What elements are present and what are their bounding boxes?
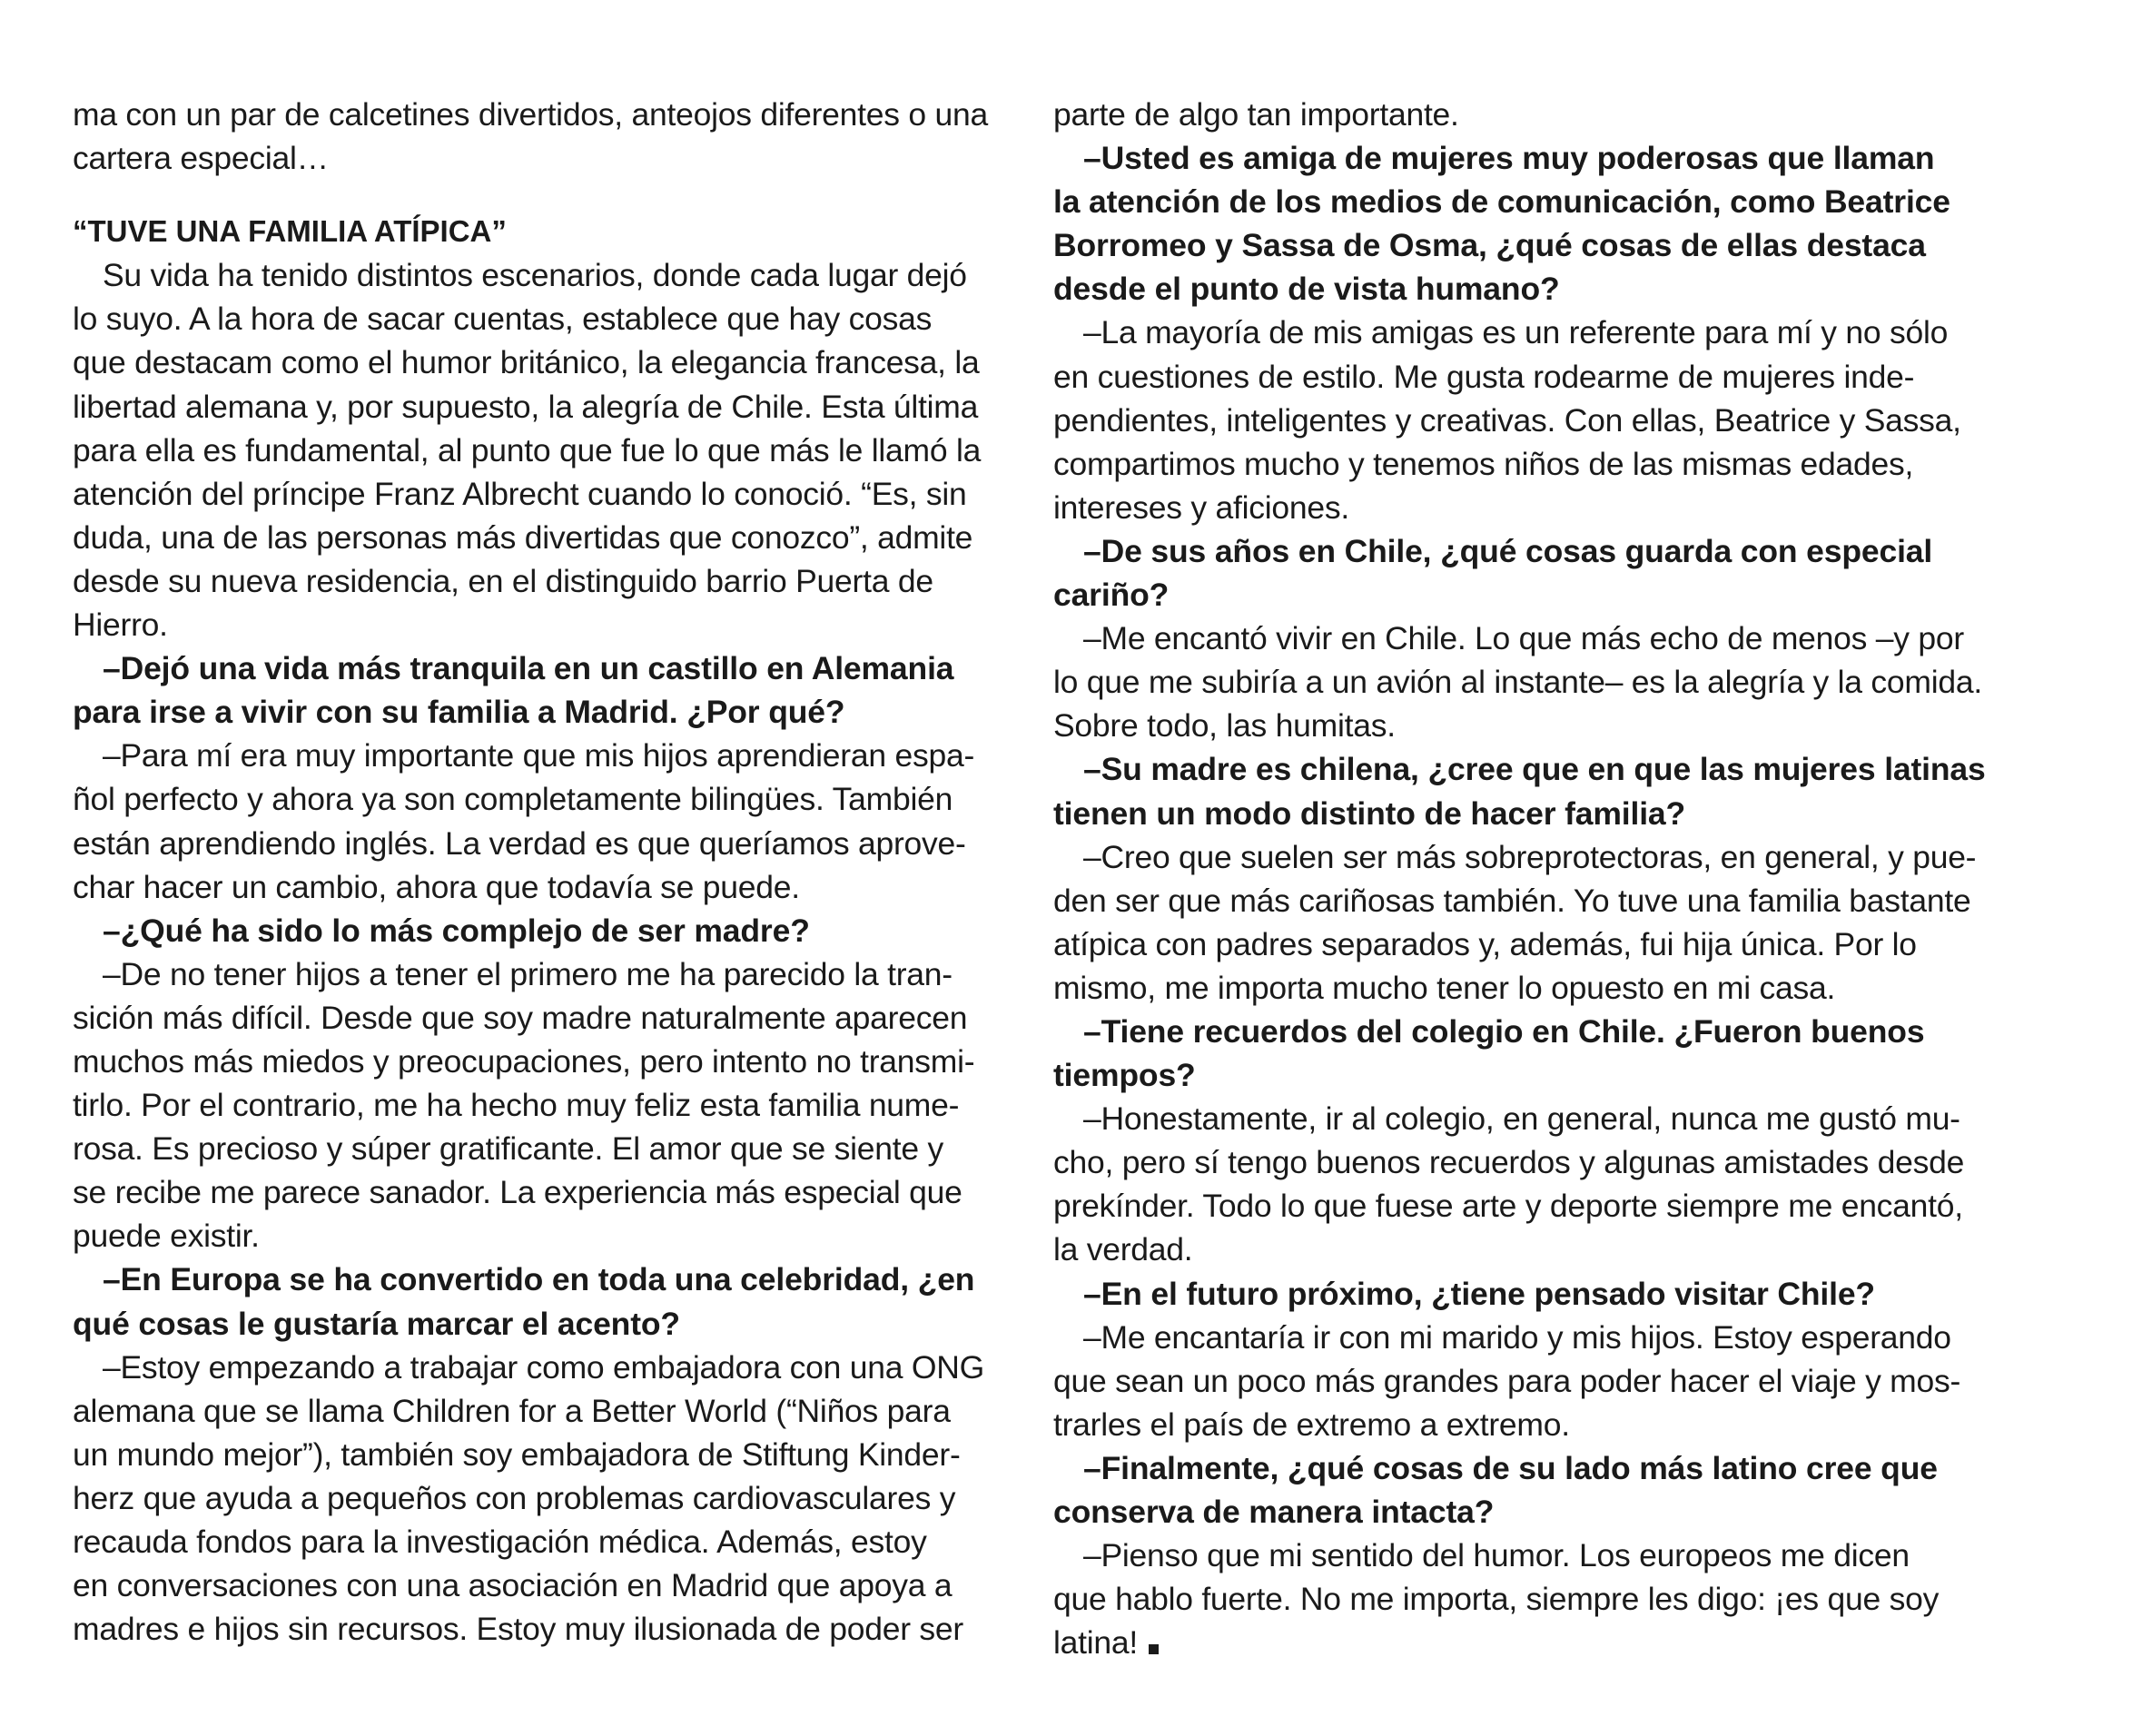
body-text-line: tirlo. Por el contrario, me ha hecho muy feliz esta familia nume- bbox=[73, 1087, 960, 1124]
question-line: –Su madre es chilena, ¿cree que en que las mujeres latinas bbox=[1083, 751, 1986, 788]
question-line: –En Europa se ha convertido en toda una celebridad, ¿en bbox=[103, 1261, 975, 1298]
body-text-line: prekínder. Todo lo que fuese arte y deporte siempre me encantó, bbox=[1053, 1188, 1963, 1225]
question-line: tiempos? bbox=[1053, 1057, 1196, 1094]
body-text-line: Sobre todo, las humitas. bbox=[1053, 707, 1396, 745]
body-text-line: atención del príncipe Franz Albrecht cuando lo conoció. “Es, sin bbox=[73, 475, 967, 512]
body-text-line: den ser que más cariñosas también. Yo tuve una familia bastante bbox=[1053, 882, 1971, 919]
question-line: cariño? bbox=[1053, 577, 1170, 614]
body-text-line: un mundo mejor”), también soy embajadora de Stiftung Kinder- bbox=[73, 1435, 961, 1473]
body-text-line: trarles el país de extremo a extremo. bbox=[1053, 1406, 1570, 1443]
question-line: desde el punto de vista humano? bbox=[1053, 271, 1560, 308]
body-text-line: sición más difícil. Desde que soy madre naturalmente aparecen bbox=[73, 999, 968, 1036]
body-text-line: duda, una de las personas más divertidas que conozco”, admite bbox=[73, 518, 973, 556]
body-text-line: –De no tener hijos a tener el primero me ha parecido la tran- bbox=[103, 955, 953, 992]
right-column bbox=[1053, 93, 2016, 1664]
body-text-line: muchos más miedos y preocupaciones, pero intento no transmi- bbox=[73, 1042, 975, 1080]
question-line: –Tiene recuerdos del colegio en Chile. ¿Fueron buenos bbox=[1083, 1012, 1925, 1050]
body-text-line: –Me encantó vivir en Chile. Lo que más echo de menos –y por bbox=[1083, 620, 1964, 657]
question-line: tienen un modo distinto de hacer familia? bbox=[1053, 794, 1686, 832]
body-text-line: –La mayoría de mis amigas es un referente para mí y no sólo bbox=[1083, 314, 1949, 351]
body-text-line: –Estoy empezando a trabajar como embajadora con una ONG bbox=[103, 1348, 984, 1386]
body-text-line: en cuestiones de estilo. Me gusta rodearme de mujeres inde- bbox=[1053, 358, 1915, 395]
body-text-line: compartimos mucho y tenemos niños de las mismas edades, bbox=[1053, 445, 1914, 482]
body-text-line: que destacam como el humor británico, la elegancia francesa, la bbox=[73, 344, 980, 381]
body-text-line: intereses y aficiones. bbox=[1053, 488, 1349, 526]
body-text-line: la verdad. bbox=[1053, 1231, 1193, 1268]
question-line: –¿Qué ha sido lo más complejo de ser madre? bbox=[103, 912, 810, 949]
body-text-line: mismo, me importa mucho tener lo opuesto en mi casa. bbox=[1053, 969, 1836, 1006]
body-text-line: se recibe me parece sanador. La experiencia más especial que bbox=[73, 1174, 962, 1211]
body-text-line: libertad alemana y, por supuesto, la alegría de Chile. Esta última bbox=[73, 388, 979, 425]
body-text-line: puede existir. bbox=[73, 1218, 260, 1255]
body-text-line: latina! bbox=[1053, 1621, 2016, 1664]
question-line: para irse a vivir con su familia a Madrid. ¿Por qué? bbox=[73, 694, 845, 731]
body-text-line: para ella es fundamental, al punto que fue lo que más le llamó la bbox=[73, 431, 982, 469]
body-text-line: –Honestamente, ir al colegio, en general, nunca me gustó mu- bbox=[1083, 1100, 1960, 1138]
body-text-line: están aprendiendo inglés. La verdad es que queríamos aprove- bbox=[73, 824, 966, 862]
body-text-line: –Me encantaría ir con mi marido y mis hijos. Estoy esperando bbox=[1083, 1318, 1951, 1356]
body-text-line: –Para mí era muy importante que mis hijos aprendieran espa- bbox=[103, 737, 975, 774]
body-text-line: Hierro. bbox=[73, 607, 168, 644]
question-line: –Dejó una vida más tranquila en un castillo en Alemania bbox=[103, 650, 954, 687]
body-text-line: cho, pero sí tengo buenos recuerdos y algunas amistades desde bbox=[1053, 1144, 1965, 1181]
question-line: –De sus años en Chile, ¿qué cosas guarda con especial bbox=[1083, 532, 1933, 569]
end-of-article-icon bbox=[1149, 1644, 1159, 1654]
body-text-line: Su vida ha tenido distintos escenarios, donde cada lugar dejó bbox=[103, 257, 967, 294]
question-line: –Usted es amiga de mujeres muy poderosas que llaman bbox=[1083, 140, 1935, 177]
body-text-line: en conversaciones con una asociación en Madrid que apoya a bbox=[73, 1567, 953, 1604]
body-text-line: char hacer un cambio, ahora que todavía se puede. bbox=[73, 868, 800, 905]
question-line: –Finalmente, ¿qué cosas de su lado más latino cree que bbox=[1083, 1449, 1938, 1486]
body-text-line: desde su nueva residencia, en el distinguido barrio Puerta de bbox=[73, 562, 933, 599]
body-text-line: lo que me subiría a un avión al instante– es la alegría y la comida. bbox=[1053, 664, 1982, 701]
body-text-line: rosa. Es precioso y súper gratificante. El amor que se siente y bbox=[73, 1130, 943, 1168]
body-text-line: recauda fondos para la investigación médica. Además, estoy bbox=[73, 1524, 927, 1560]
section-heading: “TUVE UNA FAMILIA ATÍPICA” bbox=[73, 214, 507, 249]
question-line: Borromeo y Sassa de Osma, ¿qué cosas de ellas destaca bbox=[1053, 227, 1926, 264]
body-text-line: –Pienso que mi sentido del humor. Los europeos me dicen bbox=[1083, 1537, 1910, 1574]
question-line: –En el futuro próximo, ¿tiene pensado visitar Chile? bbox=[1083, 1275, 1875, 1312]
left-column bbox=[73, 93, 1017, 1651]
body-text-line: –Creo que suelen ser más sobreprotectoras, en general, y pue- bbox=[1083, 838, 1977, 875]
section-spacer bbox=[73, 180, 1017, 210]
body-text-line: lo suyo. A la hora de sacar cuentas, establece que hay cosas bbox=[73, 301, 933, 338]
body-text-line: pendientes, inteligentes y creativas. Con ellas, Beatrice y Sassa, bbox=[1053, 401, 1961, 439]
body-text-line: herz que ayuda a pequeños con problemas cardiovasculares y bbox=[73, 1479, 956, 1516]
body-text-line: parte de algo tan importante. bbox=[1053, 96, 1459, 133]
question-line: conserva de manera intacta? bbox=[1053, 1494, 1495, 1530]
body-text-line: que sean un poco más grandes para poder hacer el viaje y mos- bbox=[1053, 1362, 1961, 1399]
body-text-line: ma con un par de calcetines divertidos, anteojos diferentes o una bbox=[73, 96, 988, 133]
body-text-line: atípica con padres separados y, además, fui hija única. Por lo bbox=[1053, 925, 1917, 962]
body-text-line: madres e hijos sin recursos. Estoy muy ilusionada de poder ser bbox=[73, 1611, 963, 1648]
body-text-line: que hablo fuerte. No me importa, siempre les digo: ¡es que soy bbox=[1053, 1581, 1940, 1618]
question-line: la atención de los medios de comunicación, como Beatrice bbox=[1053, 183, 1950, 221]
body-text-line: cartera especial… bbox=[73, 140, 329, 177]
question-line: qué cosas le gustaría marcar el acento? bbox=[73, 1305, 680, 1342]
body-text-line: ñol perfecto y ahora ya son completamente bilingües. También bbox=[73, 781, 953, 818]
body-text-line: alemana que se llama Children for a Better World (“Niños para bbox=[73, 1392, 951, 1429]
